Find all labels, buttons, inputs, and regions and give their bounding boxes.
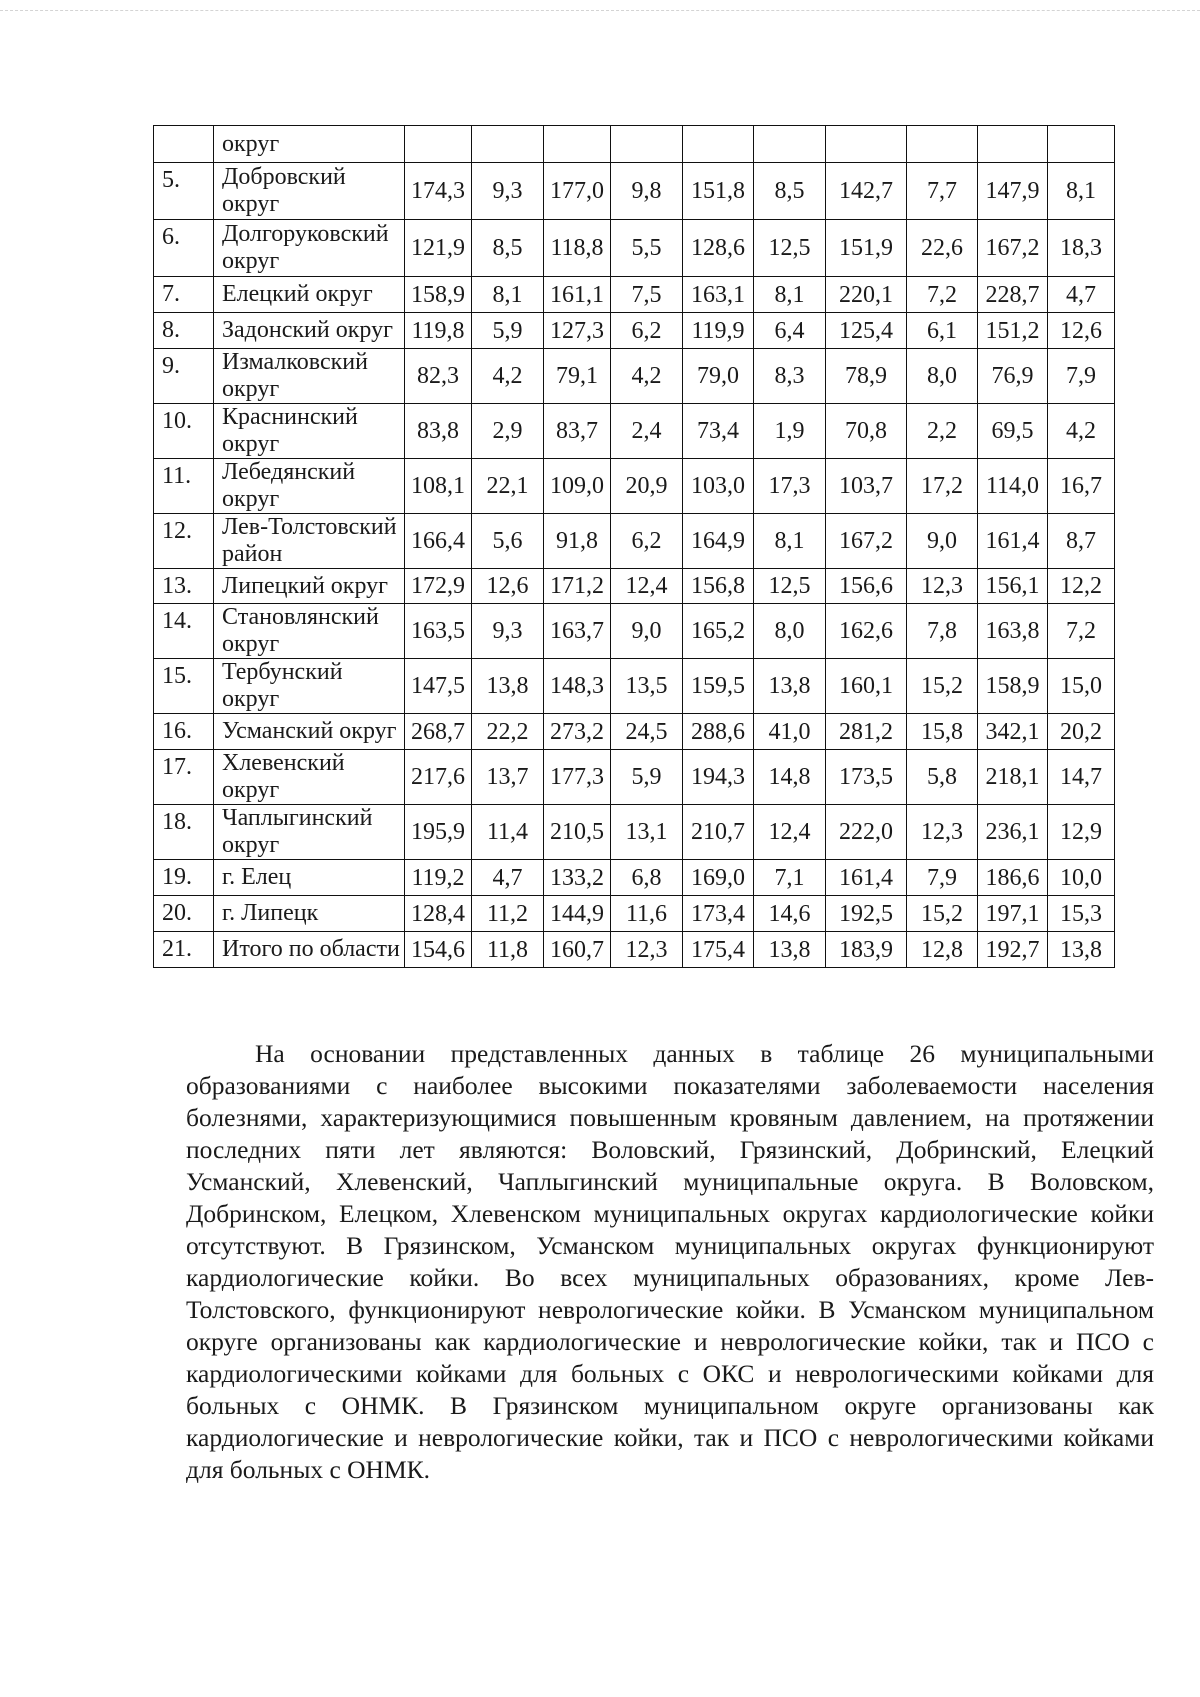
value-cell: 171,2 bbox=[544, 569, 611, 604]
value-cell: 5,6 bbox=[472, 514, 544, 569]
value-cell: 167,2 bbox=[978, 220, 1048, 277]
value-cell: 11,8 bbox=[472, 932, 544, 968]
value-cell: 22,6 bbox=[907, 220, 978, 277]
value-cell: 121,9 bbox=[405, 220, 472, 277]
row-number bbox=[154, 126, 214, 163]
value-cell: 9,0 bbox=[907, 514, 978, 569]
value-cell: 15,0 bbox=[1048, 659, 1115, 714]
value-cell: 4,2 bbox=[1048, 404, 1115, 459]
value-cell: 12,2 bbox=[1048, 569, 1115, 604]
value-cell: 11,6 bbox=[611, 896, 683, 932]
value-cell: 288,6 bbox=[683, 714, 754, 750]
value-cell: 222,0 bbox=[826, 805, 907, 860]
row-number: 21. bbox=[154, 932, 214, 968]
value-cell: 17,3 bbox=[754, 459, 826, 514]
value-cell: 218,1 bbox=[978, 750, 1048, 805]
value-cell: 118,8 bbox=[544, 220, 611, 277]
table-row bbox=[154, 163, 1115, 220]
row-number: 15. bbox=[154, 659, 214, 714]
value-cell: 70,8 bbox=[826, 404, 907, 459]
value-cell: 167,2 bbox=[826, 514, 907, 569]
district-name: г. Липецк bbox=[214, 896, 405, 932]
value-cell: 12,4 bbox=[611, 569, 683, 604]
row-number: 14. bbox=[154, 604, 214, 659]
table-row bbox=[154, 514, 1115, 569]
value-cell bbox=[978, 126, 1048, 163]
value-cell: 12,3 bbox=[611, 932, 683, 968]
value-cell: 4,7 bbox=[1048, 277, 1115, 313]
value-cell: 8,7 bbox=[1048, 514, 1115, 569]
value-cell: 2,2 bbox=[907, 404, 978, 459]
page-top-border bbox=[0, 10, 1200, 11]
value-cell: 163,5 bbox=[405, 604, 472, 659]
value-cell: 4,7 bbox=[472, 860, 544, 896]
value-cell: 13,8 bbox=[1048, 932, 1115, 968]
value-cell: 133,2 bbox=[544, 860, 611, 896]
value-cell: 175,4 bbox=[683, 932, 754, 968]
value-cell: 109,0 bbox=[544, 459, 611, 514]
table-row bbox=[154, 932, 1115, 968]
value-cell bbox=[405, 126, 472, 163]
value-cell: 281,2 bbox=[826, 714, 907, 750]
district-name: Итого по области bbox=[214, 932, 405, 968]
value-cell: 79,1 bbox=[544, 349, 611, 404]
value-cell: 7,1 bbox=[754, 860, 826, 896]
value-cell: 11,2 bbox=[472, 896, 544, 932]
district-name: Липецкий округ bbox=[214, 569, 405, 604]
district-name: Долгоруковский округ bbox=[214, 220, 405, 277]
value-cell: 127,3 bbox=[544, 313, 611, 349]
value-cell: 236,1 bbox=[978, 805, 1048, 860]
value-cell: 183,9 bbox=[826, 932, 907, 968]
value-cell: 7,9 bbox=[1048, 349, 1115, 404]
value-cell: 177,0 bbox=[544, 163, 611, 220]
district-name: Лев-Толстовский район bbox=[214, 514, 405, 569]
value-cell: 144,9 bbox=[544, 896, 611, 932]
district-name: Задонский округ bbox=[214, 313, 405, 349]
value-cell: 8,1 bbox=[1048, 163, 1115, 220]
value-cell: 160,1 bbox=[826, 659, 907, 714]
row-number: 18. bbox=[154, 805, 214, 860]
value-cell: 22,1 bbox=[472, 459, 544, 514]
value-cell: 13,8 bbox=[754, 932, 826, 968]
value-cell: 8,5 bbox=[472, 220, 544, 277]
value-cell: 103,0 bbox=[683, 459, 754, 514]
value-cell: 192,5 bbox=[826, 896, 907, 932]
value-cell: 342,1 bbox=[978, 714, 1048, 750]
value-cell: 5,5 bbox=[611, 220, 683, 277]
value-cell: 119,9 bbox=[683, 313, 754, 349]
value-cell: 8,1 bbox=[754, 277, 826, 313]
table-row bbox=[154, 349, 1115, 404]
value-cell: 13,8 bbox=[472, 659, 544, 714]
value-cell: 6,4 bbox=[754, 313, 826, 349]
value-cell: 5,8 bbox=[907, 750, 978, 805]
value-cell: 8,0 bbox=[754, 604, 826, 659]
value-cell: 147,9 bbox=[978, 163, 1048, 220]
value-cell: 177,3 bbox=[544, 750, 611, 805]
value-cell: 14,8 bbox=[754, 750, 826, 805]
value-cell bbox=[472, 126, 544, 163]
value-cell bbox=[544, 126, 611, 163]
district-name: Хлевенский округ bbox=[214, 750, 405, 805]
value-cell: 7,7 bbox=[907, 163, 978, 220]
district-name: Становлянский округ bbox=[214, 604, 405, 659]
value-cell: 8,1 bbox=[472, 277, 544, 313]
value-cell: 9,0 bbox=[611, 604, 683, 659]
value-cell: 13,8 bbox=[754, 659, 826, 714]
value-cell: 22,2 bbox=[472, 714, 544, 750]
value-cell: 91,8 bbox=[544, 514, 611, 569]
value-cell: 169,0 bbox=[683, 860, 754, 896]
value-cell: 4,2 bbox=[472, 349, 544, 404]
value-cell: 163,7 bbox=[544, 604, 611, 659]
table-row bbox=[154, 313, 1115, 349]
value-cell: 8,3 bbox=[754, 349, 826, 404]
value-cell: 6,2 bbox=[611, 313, 683, 349]
value-cell: 156,1 bbox=[978, 569, 1048, 604]
value-cell: 6,1 bbox=[907, 313, 978, 349]
value-cell: 73,4 bbox=[683, 404, 754, 459]
value-cell bbox=[1048, 126, 1115, 163]
row-number: 10. bbox=[154, 404, 214, 459]
value-cell: 4,2 bbox=[611, 349, 683, 404]
value-cell: 166,4 bbox=[405, 514, 472, 569]
value-cell: 14,7 bbox=[1048, 750, 1115, 805]
value-cell: 156,6 bbox=[826, 569, 907, 604]
value-cell: 12,6 bbox=[472, 569, 544, 604]
table-row bbox=[154, 896, 1115, 932]
value-cell: 8,5 bbox=[754, 163, 826, 220]
district-name: Усманский округ bbox=[214, 714, 405, 750]
value-cell: 268,7 bbox=[405, 714, 472, 750]
row-number: 16. bbox=[154, 714, 214, 750]
value-cell: 162,6 bbox=[826, 604, 907, 659]
value-cell: 9,8 bbox=[611, 163, 683, 220]
value-cell: 14,6 bbox=[754, 896, 826, 932]
value-cell: 210,5 bbox=[544, 805, 611, 860]
value-cell: 192,7 bbox=[978, 932, 1048, 968]
value-cell: 9,3 bbox=[472, 604, 544, 659]
value-cell: 161,4 bbox=[826, 860, 907, 896]
value-cell: 217,6 bbox=[405, 750, 472, 805]
row-number: 13. bbox=[154, 569, 214, 604]
summary-paragraph: На основании представленных данных в таблице 26 муниципальными образованиями с наиболее высокими показателями заболеваемости населения болезнями, характеризующимися повышенным кровяным давлением, на протяжении последних пяти лет являются: Воловский, Грязинский, Добринский, Елецкий Усманский, Хлевенский, Чаплыгинский муниципальные округа. В Воловском, Добринском, Елецком, Хлевенском муниципальных округах кардиологические койки отсутствуют. В Грязинском, Усманском муниципальных округах функционируют кардиологические койки. Во всех муниципальных образованиях, кроме Лев-Толстовского, функционируют неврологические койки. В Усманском муниципальном округе организованы как кардиологические и неврологические койки, так и ПСО с кардиологическими койками для больных с ОКС и неврологическими койками для больных с ОНМК. В Грязинском муниципальном округе организованы как кардиологические и неврологические койки, так и ПСО с неврологическими койками для больных с ОНМК. bbox=[186, 1039, 1154, 1484]
value-cell: 128,6 bbox=[683, 220, 754, 277]
value-cell bbox=[907, 126, 978, 163]
value-cell bbox=[754, 126, 826, 163]
value-cell: 142,7 bbox=[826, 163, 907, 220]
value-cell: 158,9 bbox=[405, 277, 472, 313]
table-row bbox=[154, 750, 1115, 805]
row-number: 17. bbox=[154, 750, 214, 805]
value-cell: 12,3 bbox=[907, 569, 978, 604]
row-number: 5. bbox=[154, 163, 214, 220]
value-cell: 119,2 bbox=[405, 860, 472, 896]
value-cell: 7,9 bbox=[907, 860, 978, 896]
value-cell: 108,1 bbox=[405, 459, 472, 514]
value-cell: 20,2 bbox=[1048, 714, 1115, 750]
value-cell: 2,9 bbox=[472, 404, 544, 459]
value-cell: 210,7 bbox=[683, 805, 754, 860]
district-name: Лебедянский округ bbox=[214, 459, 405, 514]
value-cell: 20,9 bbox=[611, 459, 683, 514]
value-cell: 12,3 bbox=[907, 805, 978, 860]
value-cell: 154,6 bbox=[405, 932, 472, 968]
value-cell: 197,1 bbox=[978, 896, 1048, 932]
row-number: 11. bbox=[154, 459, 214, 514]
row-number: 7. bbox=[154, 277, 214, 313]
value-cell: 8,1 bbox=[754, 514, 826, 569]
table-row bbox=[154, 604, 1115, 659]
value-cell: 7,8 bbox=[907, 604, 978, 659]
row-number: 9. bbox=[154, 349, 214, 404]
value-cell: 151,8 bbox=[683, 163, 754, 220]
value-cell: 12,8 bbox=[907, 932, 978, 968]
district-name: Измалковский округ bbox=[214, 349, 405, 404]
value-cell: 12,5 bbox=[754, 569, 826, 604]
value-cell: 195,9 bbox=[405, 805, 472, 860]
value-cell: 13,1 bbox=[611, 805, 683, 860]
value-cell: 161,1 bbox=[544, 277, 611, 313]
value-cell: 13,7 bbox=[472, 750, 544, 805]
value-cell: 24,5 bbox=[611, 714, 683, 750]
value-cell: 119,8 bbox=[405, 313, 472, 349]
table-row bbox=[154, 277, 1115, 313]
value-cell: 273,2 bbox=[544, 714, 611, 750]
row-number: 12. bbox=[154, 514, 214, 569]
value-cell: 163,8 bbox=[978, 604, 1048, 659]
value-cell: 83,7 bbox=[544, 404, 611, 459]
value-cell: 11,4 bbox=[472, 805, 544, 860]
value-cell: 159,5 bbox=[683, 659, 754, 714]
value-cell: 79,0 bbox=[683, 349, 754, 404]
value-cell: 6,2 bbox=[611, 514, 683, 569]
district-name: Тербунский округ bbox=[214, 659, 405, 714]
value-cell: 2,4 bbox=[611, 404, 683, 459]
value-cell: 128,4 bbox=[405, 896, 472, 932]
table-row bbox=[154, 220, 1115, 277]
value-cell: 165,2 bbox=[683, 604, 754, 659]
table-row bbox=[154, 569, 1115, 604]
value-cell: 228,7 bbox=[978, 277, 1048, 313]
value-cell: 15,8 bbox=[907, 714, 978, 750]
value-cell: 148,3 bbox=[544, 659, 611, 714]
value-cell: 10,0 bbox=[1048, 860, 1115, 896]
value-cell: 13,5 bbox=[611, 659, 683, 714]
value-cell: 12,4 bbox=[754, 805, 826, 860]
value-cell: 114,0 bbox=[978, 459, 1048, 514]
value-cell: 8,0 bbox=[907, 349, 978, 404]
value-cell: 12,6 bbox=[1048, 313, 1115, 349]
row-number: 8. bbox=[154, 313, 214, 349]
value-cell: 151,9 bbox=[826, 220, 907, 277]
value-cell: 172,9 bbox=[405, 569, 472, 604]
value-cell: 7,5 bbox=[611, 277, 683, 313]
value-cell bbox=[683, 126, 754, 163]
value-cell: 18,3 bbox=[1048, 220, 1115, 277]
value-cell: 194,3 bbox=[683, 750, 754, 805]
value-cell: 82,3 bbox=[405, 349, 472, 404]
value-cell: 7,2 bbox=[1048, 604, 1115, 659]
value-cell: 5,9 bbox=[611, 750, 683, 805]
value-cell: 41,0 bbox=[754, 714, 826, 750]
value-cell: 5,9 bbox=[472, 313, 544, 349]
district-name: Добровский округ bbox=[214, 163, 405, 220]
district-name: Елецкий округ bbox=[214, 277, 405, 313]
value-cell: 78,9 bbox=[826, 349, 907, 404]
value-cell: 173,4 bbox=[683, 896, 754, 932]
value-cell: 160,7 bbox=[544, 932, 611, 968]
value-cell: 69,5 bbox=[978, 404, 1048, 459]
table-row bbox=[154, 126, 1115, 163]
value-cell: 83,8 bbox=[405, 404, 472, 459]
value-cell: 173,5 bbox=[826, 750, 907, 805]
value-cell: 163,1 bbox=[683, 277, 754, 313]
value-cell bbox=[826, 126, 907, 163]
table-row bbox=[154, 714, 1115, 750]
district-name: г. Елец bbox=[214, 860, 405, 896]
value-cell: 147,5 bbox=[405, 659, 472, 714]
district-name: Чаплыгинский округ bbox=[214, 805, 405, 860]
value-cell: 15,3 bbox=[1048, 896, 1115, 932]
value-cell: 174,3 bbox=[405, 163, 472, 220]
table-row bbox=[154, 805, 1115, 860]
value-cell: 7,2 bbox=[907, 277, 978, 313]
district-name: Краснинский округ bbox=[214, 404, 405, 459]
value-cell: 125,4 bbox=[826, 313, 907, 349]
value-cell: 164,9 bbox=[683, 514, 754, 569]
value-cell: 16,7 bbox=[1048, 459, 1115, 514]
value-cell: 12,9 bbox=[1048, 805, 1115, 860]
value-cell: 17,2 bbox=[907, 459, 978, 514]
table-row bbox=[154, 860, 1115, 896]
value-cell: 158,9 bbox=[978, 659, 1048, 714]
value-cell: 76,9 bbox=[978, 349, 1048, 404]
table-row bbox=[154, 459, 1115, 514]
district-name: округ bbox=[214, 126, 405, 163]
value-cell: 15,2 bbox=[907, 896, 978, 932]
value-cell: 161,4 bbox=[978, 514, 1048, 569]
value-cell: 220,1 bbox=[826, 277, 907, 313]
value-cell: 156,8 bbox=[683, 569, 754, 604]
value-cell: 15,2 bbox=[907, 659, 978, 714]
row-number: 6. bbox=[154, 220, 214, 277]
value-cell: 1,9 bbox=[754, 404, 826, 459]
value-cell: 103,7 bbox=[826, 459, 907, 514]
table-row bbox=[154, 659, 1115, 714]
table-body bbox=[154, 126, 1115, 968]
row-number: 20. bbox=[154, 896, 214, 932]
row-number: 19. bbox=[154, 860, 214, 896]
value-cell: 12,5 bbox=[754, 220, 826, 277]
value-cell: 151,2 bbox=[978, 313, 1048, 349]
value-cell: 6,8 bbox=[611, 860, 683, 896]
morbidity-table bbox=[153, 125, 1115, 968]
value-cell: 9,3 bbox=[472, 163, 544, 220]
value-cell bbox=[611, 126, 683, 163]
value-cell: 186,6 bbox=[978, 860, 1048, 896]
table-row bbox=[154, 404, 1115, 459]
